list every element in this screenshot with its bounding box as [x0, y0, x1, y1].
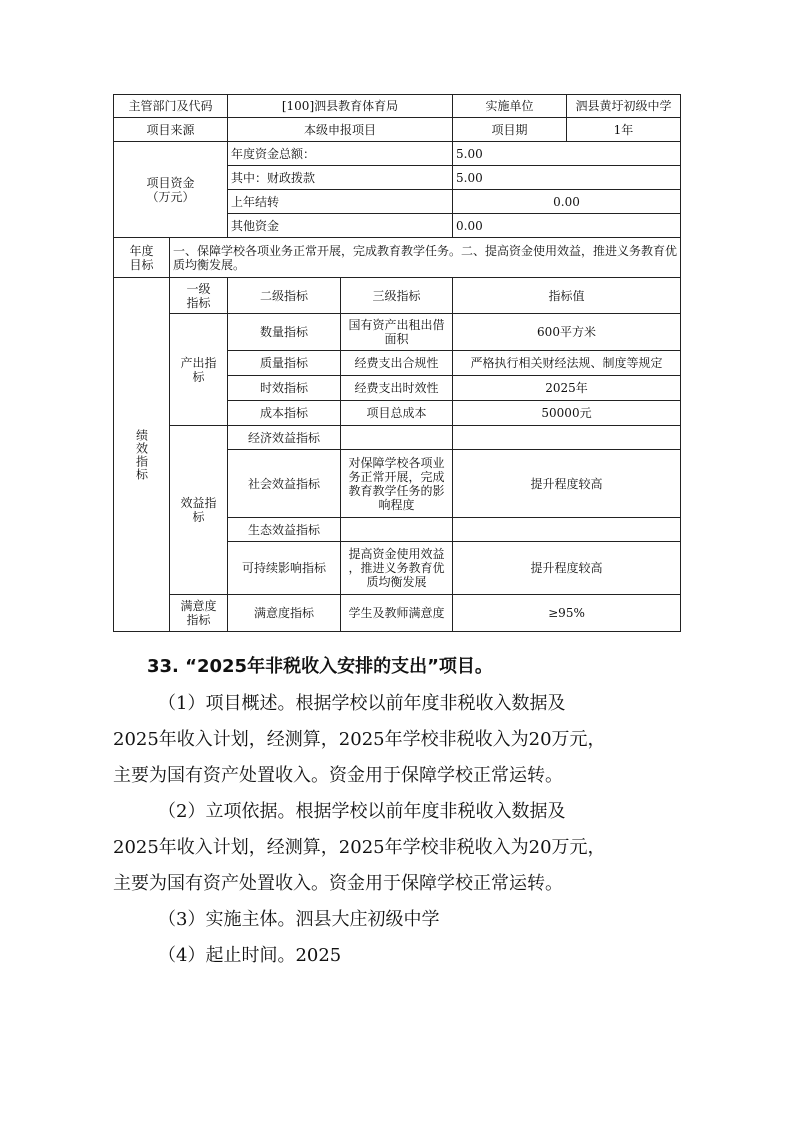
head-l2: 二级指标	[228, 278, 341, 314]
dept-value: [100]泗县教育体育局	[228, 95, 453, 118]
output-value: 2025年	[453, 376, 681, 401]
output-l2: 数量指标	[228, 314, 341, 351]
benefit-value	[453, 518, 681, 542]
benefit-label: 效益指 标	[170, 426, 228, 595]
table-row	[114, 595, 681, 632]
benefit-l2: 经济效益指标	[228, 426, 341, 450]
funds-carryover-value: 0.00	[453, 190, 681, 214]
funds-carryover-label: 上年结转	[228, 190, 453, 214]
output-value: 50000元	[453, 401, 681, 426]
period-value: 1年	[567, 118, 681, 142]
funds-total-value: 5.00	[453, 142, 681, 166]
paragraph-line: （1）项目概述。根据学校以前年度非税收入数据及	[158, 693, 566, 714]
table-row	[114, 118, 681, 142]
impl-value: 泗县黄圩初级中学	[567, 95, 681, 118]
goal-label: 年度 目标	[114, 238, 170, 278]
output-value: 严格执行相关财经法规、制度等规定	[453, 351, 681, 376]
benefit-l2: 社会效益指标	[228, 450, 341, 518]
benefit-l2: 生态效益指标	[228, 518, 341, 542]
funds-other-value: 0.00	[453, 214, 681, 238]
benefit-value: 提升程度较高	[453, 450, 681, 518]
source-value: 本级申报项目	[228, 118, 453, 142]
table-row	[114, 314, 681, 351]
head-l3: 三级指标	[341, 278, 453, 314]
benefit-l3: 提高资金使用效益 ，推进义务教育优 质均衡发展	[341, 542, 453, 595]
output-l2: 成本指标	[228, 401, 341, 426]
head-l1: 一级 指标	[170, 278, 228, 314]
benefit-l3	[341, 426, 453, 450]
output-l2: 时效指标	[228, 376, 341, 401]
performance-table	[113, 94, 681, 632]
table-row	[114, 278, 681, 314]
output-l3: 国有资产出租出借 面积	[341, 314, 453, 351]
perf-label: 绩效指标	[114, 278, 170, 632]
benefit-value	[453, 426, 681, 450]
satisfaction-value: ≥95%	[453, 595, 681, 632]
period-label: 项目期	[453, 118, 567, 142]
table-row	[114, 142, 681, 166]
funds-fiscal-value: 5.00	[453, 166, 681, 190]
paragraph-line: （3）实施主体。泗县大庄初级中学	[158, 909, 440, 930]
paragraph-line: （2）立项依据。根据学校以前年度非税收入数据及	[158, 801, 566, 822]
paragraph-line: 主要为国有资产处置收入。资金用于保障学校正常运转。	[113, 873, 563, 894]
output-value: 600平方米	[453, 314, 681, 351]
impl-label: 实施单位	[453, 95, 567, 118]
output-l3: 经费支出合规性	[341, 351, 453, 376]
section-heading: 33. “2025年非税收入安排的支出”项目。	[147, 656, 493, 677]
output-l3: 经费支出时效性	[341, 376, 453, 401]
funds-fiscal-label: 其中：财政拨款	[228, 166, 453, 190]
funds-total-label: 年度资金总额：	[228, 142, 453, 166]
source-label: 项目来源	[114, 118, 228, 142]
benefit-l3: 对保障学校各项业 务正常开展，完成 教育教学任务的影 响程度	[341, 450, 453, 518]
paragraph-line: 主要为国有资产处置收入。资金用于保障学校正常运转。	[113, 765, 563, 786]
goal-text: 一、保障学校各项业务正常开展，完成教育教学任务。二、提高资金使用效益，推进义务教育优质均衡发展。	[170, 238, 681, 278]
funds-label: 项目资金 （万元）	[114, 142, 228, 238]
satisfaction-l2: 满意度指标	[228, 595, 341, 632]
satisfaction-label: 满意度 指标	[170, 595, 228, 632]
benefit-value: 提升程度较高	[453, 542, 681, 595]
satisfaction-l3: 学生及教师满意度	[341, 595, 453, 632]
paragraph-line: 2025年收入计划，经测算，2025年学校非税收入为20万元，	[113, 837, 606, 858]
table-row	[114, 238, 681, 278]
paragraph-line: 2025年收入计划，经测算，2025年学校非税收入为20万元，	[113, 729, 606, 750]
paragraph-line: （4）起止时间。2025	[158, 945, 342, 966]
output-l3: 项目总成本	[341, 401, 453, 426]
benefit-l2: 可持续影响指标	[228, 542, 341, 595]
table-row	[114, 95, 681, 118]
funds-other-label: 其他资金	[228, 214, 453, 238]
dept-label: 主管部门及代码	[114, 95, 228, 118]
table-row	[114, 426, 681, 450]
output-l2: 质量指标	[228, 351, 341, 376]
benefit-l3	[341, 518, 453, 542]
head-value: 指标值	[453, 278, 681, 314]
output-label: 产出指 标	[170, 314, 228, 426]
